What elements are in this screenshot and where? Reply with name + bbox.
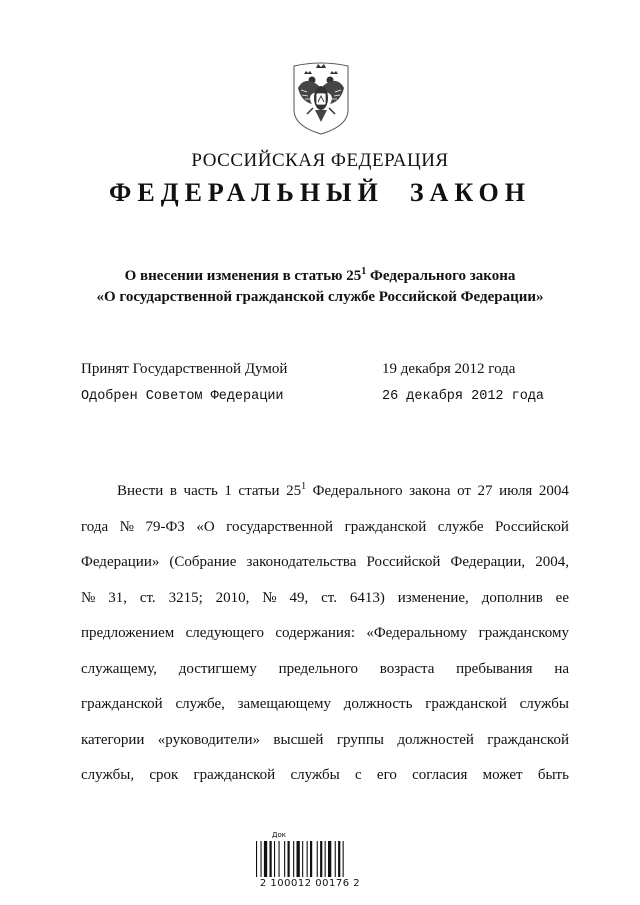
body-line: службы, срок гражданской службы с его согласия может быть xyxy=(81,767,569,783)
adoption-duma-row xyxy=(81,361,561,378)
body-line: № 31, ст. 3215; 2010, № 49, ст. 6413) изменение, дополнив ее xyxy=(81,589,569,606)
body-text xyxy=(81,474,569,794)
document-type-title xyxy=(0,178,640,208)
law-subject xyxy=(0,266,640,308)
russian-coat-of-arms-icon xyxy=(288,58,354,136)
body-line: Внести в часть 1 статьи $25^1$ Федерального закона от 27 июля 2004 xyxy=(117,481,569,499)
body-line: служащему, достигшему предельного возраста пребывания на xyxy=(81,660,569,677)
adoption-council-row xyxy=(81,389,561,404)
barcode-mark: Док xyxy=(272,831,286,839)
law-subject-line-2: «О государственной гражданской службе Российской Федерации» xyxy=(96,289,544,305)
body-line: гражданской службе, замещающему должность гражданской службы xyxy=(81,696,569,712)
duma-label: Принят Государственной Думой xyxy=(81,361,288,377)
title-word-1: ФЕДЕРАЛЬНЫЙ xyxy=(109,178,384,207)
council-date: 26 декабря 2012 года xyxy=(382,389,545,404)
barcode-icon xyxy=(255,841,365,877)
barcode-number: 2 100012 00176 2 xyxy=(259,878,361,889)
title-word-2: ЗАКОН xyxy=(409,178,531,207)
body-line: года № 79-ФЗ «О государственной гражданской службе Российской xyxy=(81,518,569,535)
body-line: категории «руководители» высшей группы должностей гражданской xyxy=(81,731,569,748)
country-name: РОССИЙСКАЯ ФЕДЕРАЦИЯ xyxy=(191,150,449,171)
law-subject-line-1: О внесении изменения в статью $25^1$ Федерального закона xyxy=(124,266,516,284)
duma-date: 19 декабря 2012 года xyxy=(382,361,516,377)
body-line: Федерации» (Собрание законодательства Российской Федерации, 2004, xyxy=(81,554,569,570)
council-label: Одобрен Советом Федерации xyxy=(81,389,284,404)
body-line: предложением следующего содержания: «Федеральному гражданскому xyxy=(81,625,569,641)
